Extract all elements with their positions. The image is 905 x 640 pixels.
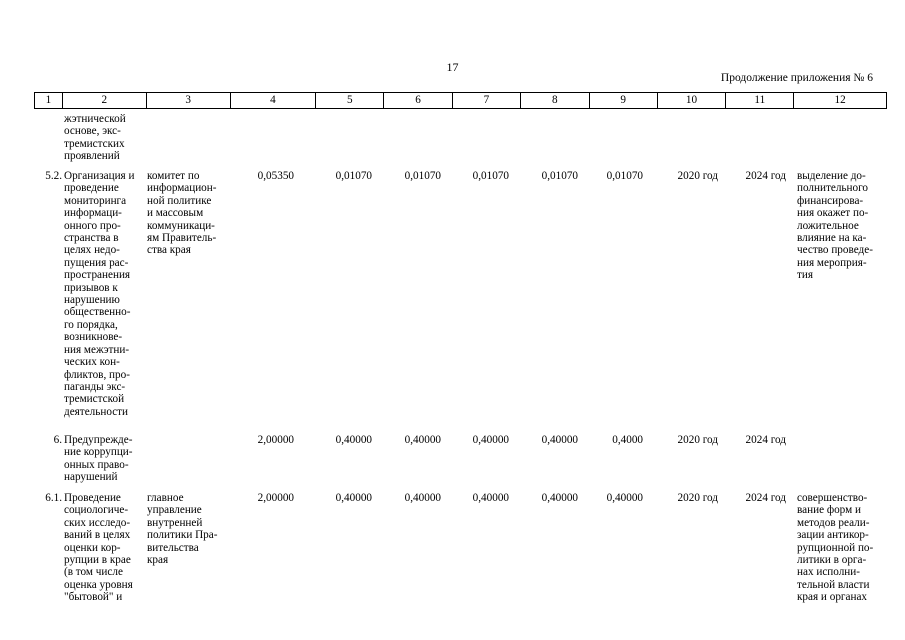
- measure-name-line: ческих кон-: [64, 356, 120, 369]
- year-3-amount: 0,40000: [472, 434, 509, 446]
- executor-line: ной политике: [147, 194, 212, 207]
- header-cell: 7: [453, 93, 521, 108]
- year-3-amount: 0,40000: [472, 492, 509, 504]
- year-4-amount: 0,01070: [541, 170, 578, 182]
- row-number: 5.2.: [45, 170, 62, 182]
- total-amount: 2,00000: [257, 434, 294, 446]
- expected-result-line: края и органах: [797, 591, 868, 604]
- year-5-amount: 0,4000: [612, 434, 643, 446]
- executor-line: главное: [147, 492, 184, 504]
- expected-result-line: вание форм и: [797, 504, 861, 517]
- total-amount: 0,05350: [257, 170, 294, 182]
- expected-result-line: финансирова-: [797, 194, 864, 207]
- executor-line: и массовым: [147, 207, 204, 220]
- measure-name-line: общественно-: [64, 306, 131, 319]
- measure-name-line: онных право-: [64, 458, 129, 471]
- measure-name-line: нарушений: [64, 471, 118, 484]
- expected-result-line: влияние на ка-: [797, 232, 867, 245]
- measure-name: [64, 170, 148, 418]
- executor-line: ства края: [147, 244, 191, 257]
- measure-name-line: пространения: [64, 269, 131, 282]
- expected-result: [797, 170, 889, 282]
- measure-name-line: паганды экс-: [64, 380, 126, 393]
- expected-result-line: чество проведе-: [797, 244, 873, 257]
- measure-name: [64, 492, 148, 604]
- header-cell: 6: [384, 93, 453, 108]
- year-3-amount: 0,01070: [472, 170, 509, 182]
- expected-result-line: выделение до-: [797, 170, 866, 182]
- expected-result-line: нах исполни-: [797, 566, 861, 579]
- measure-name-line: (в том числе: [64, 566, 123, 579]
- measure-name-line: призывов к: [64, 281, 118, 294]
- executor-line: края: [147, 554, 169, 567]
- total-amount: 2,00000: [257, 492, 294, 504]
- expected-result-line: ния окажет по-: [797, 207, 869, 220]
- executor-line: коммуникаци-: [147, 219, 215, 232]
- expected-result-line: литики в орга-: [797, 554, 867, 567]
- measure-name-line: Проведение: [64, 492, 121, 504]
- year-5-amount: 0,01070: [606, 170, 643, 182]
- continuation-note: Продолжение приложения № 6: [720, 72, 873, 84]
- expected-result-line: ния мероприя-: [797, 256, 867, 269]
- measure-name-line: основе, экс-: [64, 125, 121, 138]
- executor-line: управление: [147, 504, 202, 517]
- header-cell: 4: [231, 93, 317, 108]
- measure-name-line: го порядка,: [64, 318, 118, 331]
- row-number: 6.1.: [45, 492, 62, 504]
- measure-name-line: проведение: [64, 182, 119, 195]
- year-1-amount: 0,40000: [335, 434, 372, 446]
- measure-name-line: проявлений: [64, 150, 120, 163]
- end-year: 2024 год: [745, 492, 786, 504]
- expected-result-line: тия: [797, 269, 814, 282]
- year-4-amount: 0,40000: [541, 492, 578, 504]
- expected-result-line: рупционной по-: [797, 541, 874, 554]
- measure-name-line: "бытовой" и: [64, 591, 123, 604]
- header-cell: 10: [658, 93, 727, 108]
- measure-name-line: информаци-: [64, 207, 122, 220]
- measure-name-line: социологиче-: [64, 504, 129, 517]
- measure-name-line: ние коррупци-: [64, 446, 133, 459]
- header-cell: 3: [147, 93, 231, 108]
- header-cell: 11: [726, 93, 794, 108]
- measure-name-line: мониторинга: [64, 194, 127, 207]
- executor-line: политики Пра-: [147, 529, 218, 542]
- end-year: 2024 год: [745, 170, 786, 182]
- measure-name-line: фликтов, про-: [64, 368, 130, 381]
- year-4-amount: 0,40000: [541, 434, 578, 446]
- header-cell: 8: [521, 93, 590, 108]
- row-number: 6.: [53, 434, 62, 446]
- expected-result-line: методов реали-: [797, 516, 870, 529]
- executor-line: ям Правитель-: [147, 232, 217, 245]
- measure-name-line: рупции в крае: [64, 554, 131, 567]
- header-cell: 5: [316, 93, 384, 108]
- start-year: 2020 год: [677, 170, 718, 182]
- start-year: 2020 год: [677, 434, 718, 446]
- measure-name-line: Предупрежде-: [64, 434, 133, 446]
- expected-result-line: ложительное: [797, 219, 859, 232]
- year-2-amount: 0,40000: [404, 434, 441, 446]
- measure-name-line: ваний в целях: [64, 529, 131, 542]
- executor-line: информацион-: [147, 182, 217, 195]
- header-cell: 1: [35, 93, 63, 108]
- measure-name-line: целях недо-: [64, 244, 120, 257]
- page-number: 17: [446, 60, 459, 74]
- expected-result-line: полнительного: [797, 182, 869, 195]
- year-2-amount: 0,01070: [404, 170, 441, 182]
- header-cell: 2: [63, 93, 147, 108]
- measure-name: [64, 113, 148, 163]
- measure-name-line: пущения рас-: [64, 256, 129, 269]
- measure-name-line: Организация и: [64, 170, 135, 182]
- expected-result-line: зации антикор-: [797, 529, 869, 542]
- executor-line: внутренней: [147, 516, 203, 529]
- measure-name: [64, 434, 148, 484]
- measure-name-line: странства в: [64, 232, 119, 245]
- executor-line: вительства: [147, 541, 199, 554]
- measure-name-line: тремистской: [64, 393, 125, 406]
- year-5-amount: 0,40000: [606, 492, 643, 504]
- measure-name-line: оценка уровня: [64, 578, 133, 591]
- header-cell: 12: [834, 94, 846, 106]
- measure-name-line: возникнове-: [64, 331, 123, 344]
- table-header: [34, 92, 887, 109]
- executor: [147, 492, 231, 566]
- measure-name-line: жэтнической: [64, 113, 126, 125]
- year-1-amount: 0,01070: [335, 170, 372, 182]
- executor: [147, 170, 231, 257]
- measure-name-line: оценки кор-: [64, 541, 121, 554]
- expected-result: [797, 492, 889, 604]
- header-cell: 9: [590, 93, 658, 108]
- start-year: 2020 год: [677, 492, 718, 504]
- measure-name-line: нарушению: [64, 294, 120, 307]
- measure-name-line: тремистских: [64, 137, 125, 150]
- executor-line: комитет по: [147, 170, 200, 182]
- year-2-amount: 0,40000: [404, 492, 441, 504]
- end-year: 2024 год: [745, 434, 786, 446]
- measure-name-line: ских исследо-: [64, 516, 131, 529]
- year-1-amount: 0,40000: [335, 492, 372, 504]
- expected-result-line: совершенство-: [797, 492, 868, 504]
- measure-name-line: онного про-: [64, 219, 121, 232]
- measure-name-line: ния межэтни-: [64, 343, 130, 356]
- expected-result-line: тельной власти: [797, 578, 870, 591]
- measure-name-line: деятельности: [64, 405, 129, 418]
